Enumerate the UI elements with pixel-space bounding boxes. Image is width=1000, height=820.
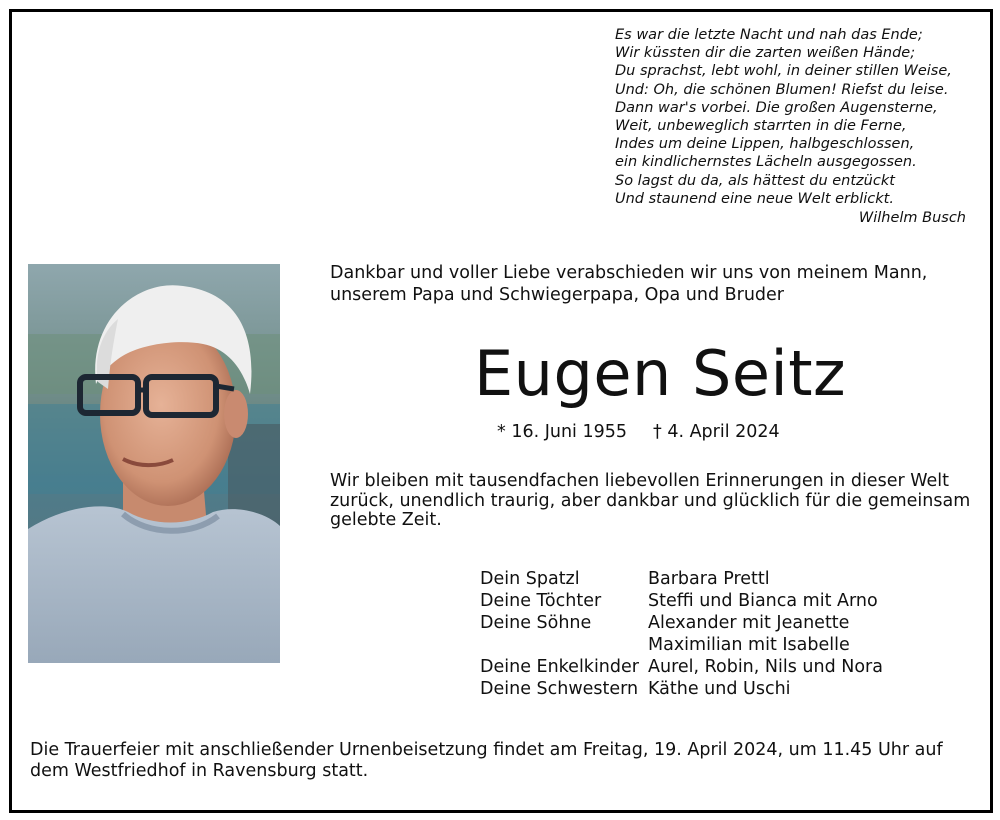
family-relation: Deine Töchter [480,591,602,611]
family-row [480,612,883,634]
death-date: † 4. April 2024 [653,422,780,442]
family-relation: Deine Söhne [480,613,592,633]
family-relation [480,634,648,656]
family-relation: Dein Spatzl [480,569,580,589]
family-names: Maximilian mit Isabelle [648,635,850,655]
family-row [480,678,883,700]
family-names: Käthe und Uschi [648,679,791,699]
poem-line: Weit, unbeweglich starrten in die Ferne, [615,118,907,135]
funeral-info-line: Die Trauerfeier mit anschließender Urnenbeisetzung findet am Freitag, 19. April 2024, um 11.45 Uhr auf [30,740,943,760]
birth-date: * 16. Juni 1955 [497,422,628,442]
family-relation: Deine Schwestern [480,679,639,699]
poem-line: Du sprachst, lebt wohl, in deiner stillen Weise, [615,63,952,80]
poem-line: Indes um deine Lippen, halbgeschlossen, [615,136,915,153]
funeral-info [30,740,980,782]
family-row [480,590,883,612]
family-names: Alexander mit Jeanette [648,613,850,633]
portrait-photo [28,264,280,663]
family-names: Aurel, Robin, Nils und Nora [648,657,883,677]
family-list [480,568,883,700]
poem-line: ein kindlichernstes Lächeln ausgegossen. [615,154,917,171]
poem-line: So lagst du da, als hättest du entzückt [615,172,895,189]
intro-line: unserem Papa und Schwiegerpapa, Opa und Bruder [330,285,785,305]
memory-line: gelebte Zeit. [330,510,442,530]
poem-line: Wir küssten dir die zarten weißen Hände; [615,45,916,62]
poem-line: Und staunend eine neue Welt erblickt. [615,190,894,207]
poem [615,26,975,227]
poem-author: Wilhelm Busch [858,210,966,227]
memory-text [330,472,970,531]
family-names: Steffi und Bianca mit Arno [648,591,878,611]
intro-text [330,262,970,306]
memory-line: zurück, unendlich traurig, aber dankbar und glücklich für die gemeinsam [330,490,971,511]
intro-line: Dankbar und voller Liebe verabschieden wir uns von meinem Mann, [330,263,928,283]
poem-line: Es war die letzte Nacht und nah das Ende; [615,27,923,43]
poem-line: Dann war's vorbei. Die großen Augensterne, [615,99,938,116]
family-row [480,634,883,656]
family-relation: Deine Enkelkinder [480,657,639,677]
memory-line: Wir bleiben mit tausendfachen liebevollen Erinnerungen in dieser Welt [330,471,949,491]
family-names: Barbara Prettl [648,569,770,589]
family-row [480,568,883,590]
family-row [480,656,883,678]
poem-line: Und: Oh, die schönen Blumen! Riefst du leise. [615,81,949,98]
life-dates [497,422,780,442]
deceased-name: Eugen Seitz [474,337,847,410]
funeral-info-line: dem Westfriedhof in Ravensburg statt. [30,761,369,781]
